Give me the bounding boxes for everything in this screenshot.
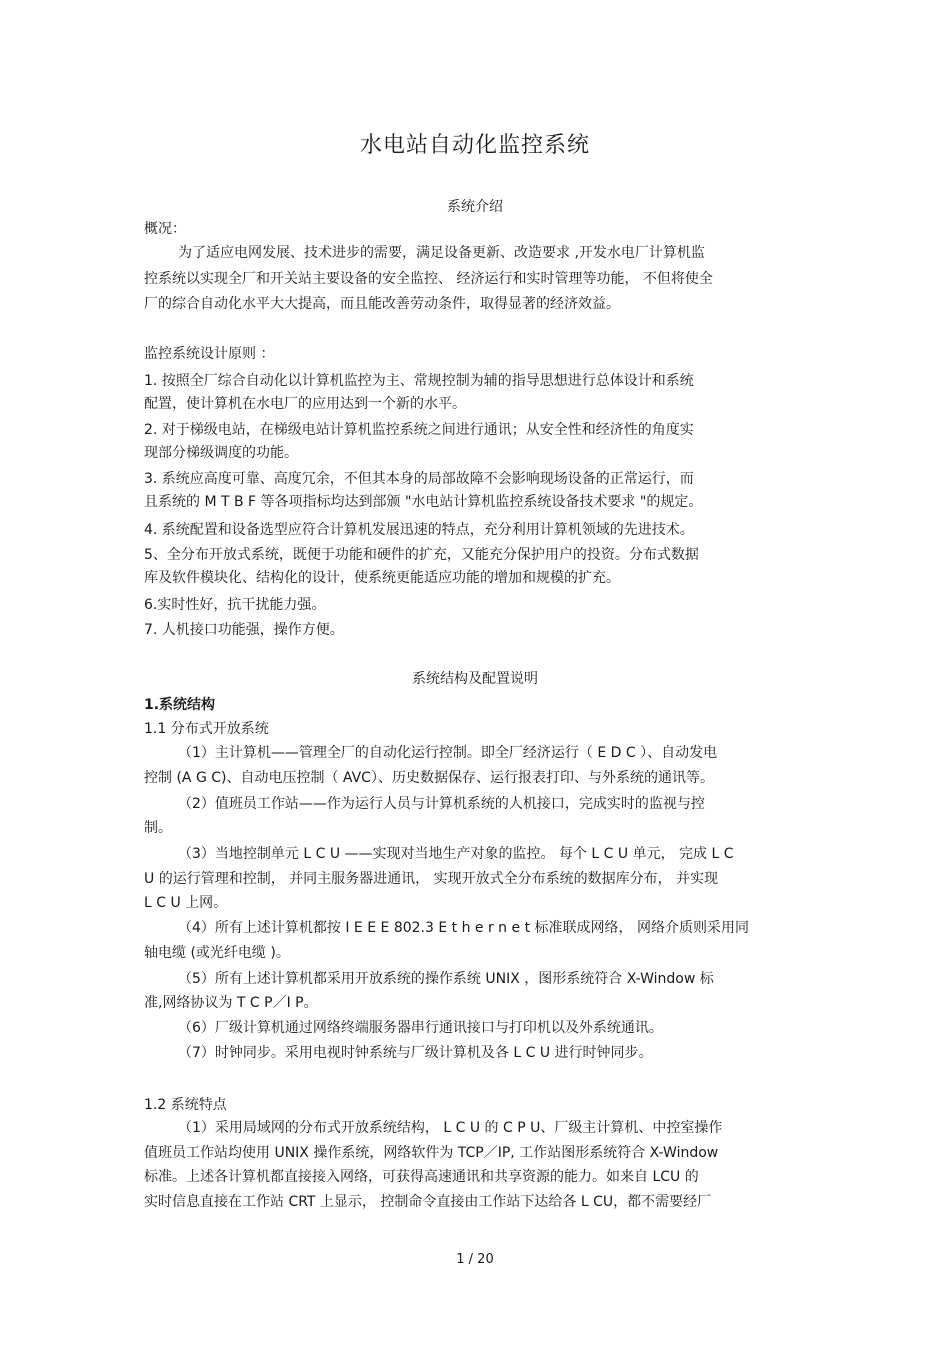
- feature-line: （1）采用局域网的分布式开放系统结构， L C U 的 C P U、厂级主计算机、中控室操作: [178, 1120, 723, 1136]
- principle-line: 库及软件模块化、结构化的设计，使系统更能适应功能的增加和规模的扩充。: [144, 570, 620, 586]
- structure-item-line: （5）所有上述计算机都采用开放系统的操作系统 UNIX ，图形系统符合 X-Window 标: [178, 971, 714, 987]
- structure-item-line: L C U 上网。: [144, 895, 228, 911]
- structure-item-line: （4）所有上述计算机都按 I E E E 802.3 E t h e r n e t 标准联成网络， 网络介质则采用同: [178, 920, 749, 936]
- page-number: 1 / 20: [456, 1252, 494, 1267]
- structure-item-line: （6）厂级计算机通过网络终端服务器串行通讯接口与打印机以及外系统通讯。: [178, 1020, 663, 1036]
- principle-line: 且系统的 M T B F 等各项指标均达到部颁 "水电站计算机监控系统设备技术要求 "的规定。: [144, 494, 703, 510]
- structure-item-line: U 的运行管理和控制， 并同主服务器进通讯， 实现开放式全分布系统的数据库分布， 并实现: [144, 871, 719, 887]
- principle-line: 现部分梯级调度的功能。: [144, 445, 298, 461]
- principle-line: 5、全分布开放式系统，既便于功能和硬件的扩充，又能充分保护用户的投资。分布式数据: [144, 547, 699, 563]
- structure-item-line: （3）当地控制单元 L C U ——实现对当地生产对象的监控。 每个 L C U 单元， 完成 L C: [178, 846, 734, 862]
- principle-line: 7. 人机接口功能强，操作方便。: [144, 622, 344, 638]
- structure-item-line: （2）值班员工作站——作为运行人员与计算机系统的人机接口，完成实时的监视与控: [178, 796, 705, 812]
- principle-line: 4. 系统配置和设备选型应符合计算机发展迅速的特点，充分利用计算机领域的先进技术。: [144, 522, 694, 538]
- subheading-features: 1.2 系统特点: [144, 1097, 227, 1113]
- section-heading-intro: 系统介绍: [447, 199, 503, 215]
- document-title: 水电站自动化监控系统: [359, 133, 590, 158]
- structure-item-line: 准,网络协议为 T C P／I P。: [144, 995, 318, 1011]
- overview-label: 概况：: [144, 221, 186, 237]
- principle-line: 2. 对于梯级电站，在梯级电站计算机监控系统之间进行通讯；从安全性和经济性的角度实: [144, 422, 694, 438]
- structure-item-line: （1）主计算机——管理全厂的自动化运行控制。即全厂经济运行（ E D C ）、自动发电: [178, 745, 718, 761]
- subheading-distributed: 1.1 分布式开放系统: [144, 721, 269, 737]
- feature-line: 实时信息直接在工作站 CRT 上显示， 控制命令直接由工作站下达给各 L CU，都不需要经厂: [144, 1194, 712, 1210]
- structure-item-line: 轴电缆 (或光纤电缆 )。: [144, 945, 290, 961]
- principle-line: 3. 系统应高度可靠、高度冗余，不但其本身的局部故障不会影响现场设备的正常运行，而: [144, 471, 694, 487]
- principles-heading: 监控系统设计原则 ：: [144, 346, 275, 362]
- section-heading-structure: 系统结构及配置说明: [412, 671, 538, 687]
- principle-line: 6.实时性好，抗干扰能力强。: [144, 597, 326, 613]
- feature-line: 值班员工作站均使用 UNIX 操作系统，网络软件为 TCP／IP, 工作站图形系统符合 X-Window: [144, 1145, 719, 1161]
- structure-item-line: （7）时钟同步。采用电视时钟系统与厂级计算机及各 L C U 进行时钟同步。: [178, 1045, 653, 1061]
- feature-line: 标准。上述各计算机都直接接入网络，可获得高速通讯和共享资源的能力。如来自 LCU 的: [144, 1169, 699, 1185]
- overview-line: 控系统以实现全厂和开关站主要设备的安全监控、 经济运行和实时管理等功能， 不但将使全: [144, 271, 713, 287]
- structure-item-line: 控制 (A G C)、自动电压控制（ AVC）、历史数据保存、运行报表打印、与外系统的通讯等。: [144, 770, 714, 786]
- principle-line: 配置，使计算机在水电厂的应用达到一个新的水平。: [144, 396, 466, 412]
- subheading-structure: 1.系统结构: [144, 697, 216, 713]
- structure-item-line: 制。: [144, 820, 172, 836]
- overview-line: 厂的综合自动化水平大大提高，而且能改善劳动条件，取得显著的经济效益。: [144, 296, 620, 312]
- overview-line: 为了适应电网发展、技术进步的需要，满足设备更新、改造要求 ,开发水电厂计算机监: [178, 245, 705, 261]
- principle-line: 1. 按照全厂综合自动化以计算机监控为主、常规控制为辅的指导思想进行总体设计和系统: [144, 373, 694, 389]
